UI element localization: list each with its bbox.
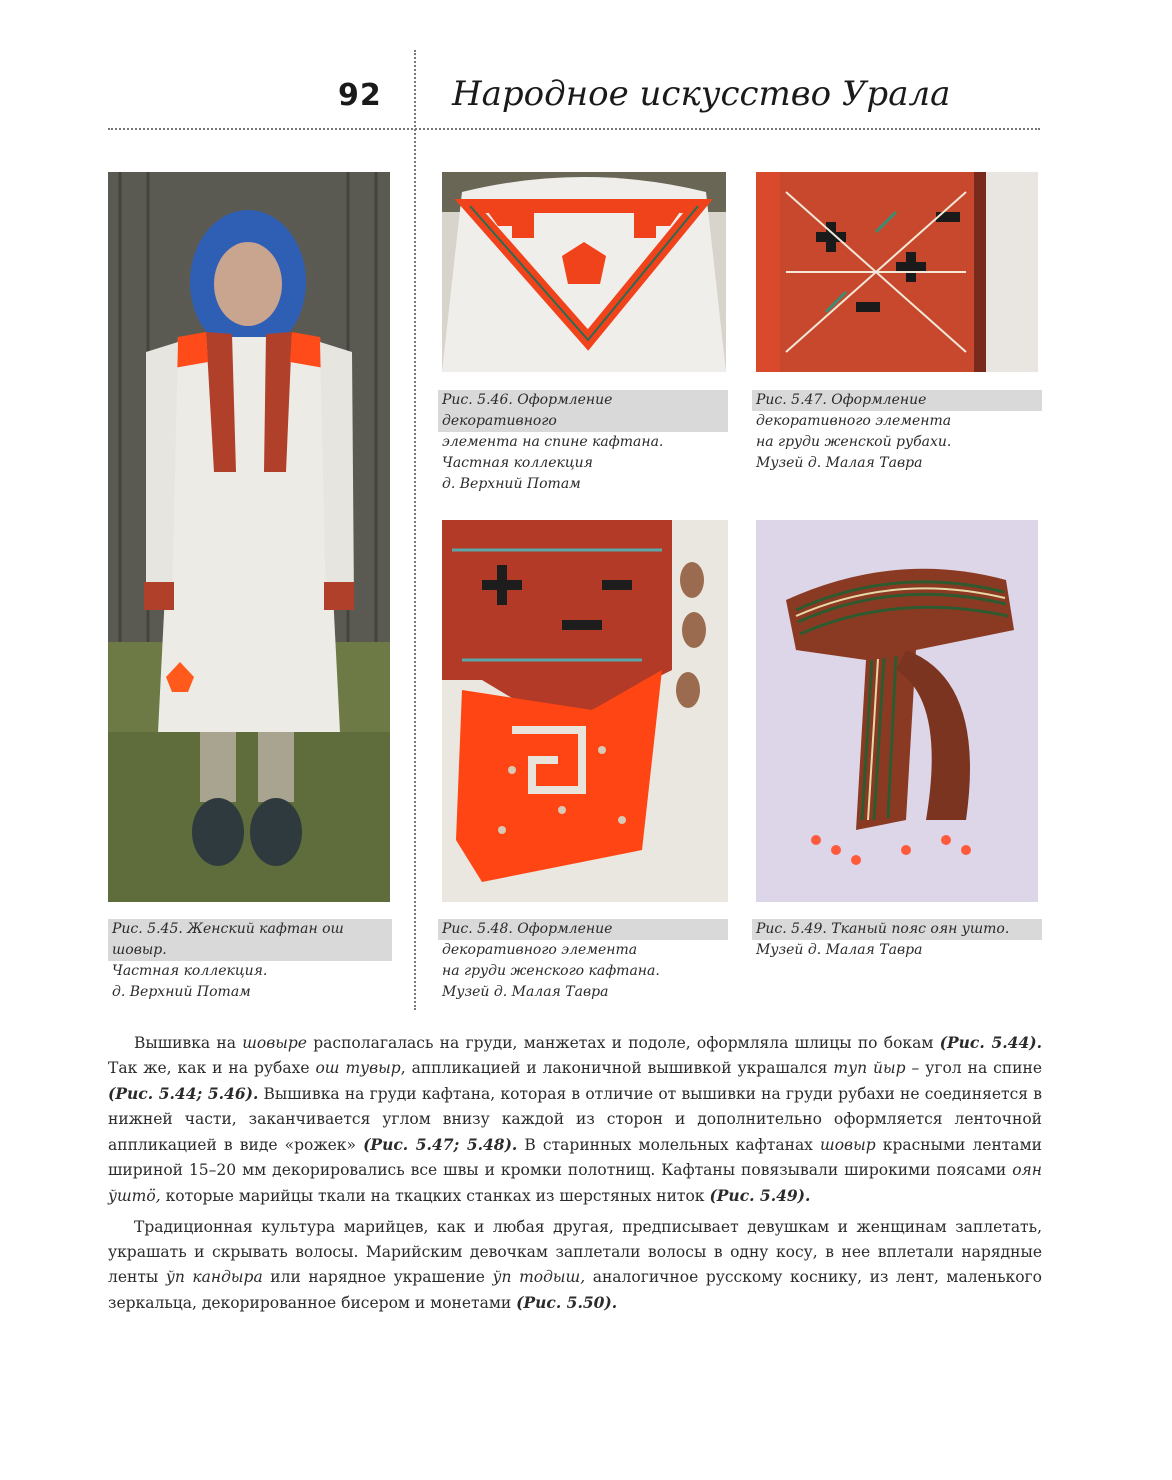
- text-run: – угол на спине: [905, 1059, 1043, 1077]
- caption-line: элемента на спине кафтана.: [442, 434, 664, 450]
- running-title: Народное искусство Урала: [452, 74, 951, 114]
- text-run: Вышивка на груди кафтана, которая в отличие от вышивки на груди рубахи не соединяется в нижней части, заканчивается углом внизу каждой из сторон и дополнительно оформляется ленточной аппликацией в виде «рожек»: [108, 1085, 1042, 1154]
- caption-line: на груди женской рубахи.: [756, 434, 952, 450]
- photo-kaftan-breast-embroidery: [442, 520, 728, 902]
- figure-reference: (Рис. 5.49).: [709, 1186, 811, 1205]
- photo-shirt-embroidery: [756, 172, 1038, 372]
- caption-fig-5-45: [108, 919, 392, 1003]
- text-run: которые марийцы ткали на ткацких станках из шерстяных ниток: [160, 1187, 710, 1205]
- photo-kaftan-back-ornament: [442, 172, 726, 372]
- caption-line: на груди женского кафтана.: [442, 963, 660, 979]
- caption-line: Музей д. Малая Тавра: [756, 455, 923, 471]
- text-run: Так же, как и на рубахе: [108, 1059, 316, 1077]
- caption-fig-5-47: [752, 390, 1042, 474]
- term: ўп кандыра: [165, 1268, 263, 1286]
- body-text: [108, 1030, 1042, 1316]
- text-run: Традиционная культура марийцев, как и любая другая, предписывает девушкам и женщинам заплетать, украшать и скрывать волосы. Марийским девочкам заплетали волосы в одну косу, в нее вплетали нарядные ленты: [108, 1218, 1042, 1286]
- term: ош тувыр: [315, 1059, 401, 1077]
- figure-reference: (Рис. 5.44; 5.46).: [108, 1084, 259, 1103]
- term: ўп тодыш,: [492, 1268, 586, 1286]
- page-number: 92: [338, 78, 382, 113]
- text-run: В старинных молельных кафтанах: [517, 1136, 821, 1154]
- column-divider: [414, 50, 416, 1010]
- caption-line: Музей д. Малая Тавра: [756, 942, 923, 958]
- photo-woven-belt: [756, 520, 1038, 902]
- caption-fig-5-49: [752, 919, 1042, 961]
- paragraph-2: [108, 1215, 1042, 1316]
- figure-reference: (Рис. 5.50).: [516, 1293, 618, 1312]
- figure-reference: (Рис. 5.44).: [939, 1033, 1042, 1052]
- text-run: располагалась на груди, манжетах и подоле, оформляла шлицы по бокам: [306, 1034, 940, 1052]
- term: шовыр: [820, 1136, 876, 1154]
- caption-line: декоративного элемента: [756, 413, 952, 429]
- caption-line: Рис. 5.45. Женский кафтан ош шовыр.: [108, 919, 392, 961]
- caption-line: Рис. 5.46. Оформление декоративного: [438, 390, 728, 432]
- paragraph-1: [108, 1030, 1042, 1209]
- text-run: аналогичное русскому коснику, из лент, маленького зеркальца, декорированное бисером и монетами: [108, 1268, 1042, 1312]
- caption-line: д. Верхний Потам: [442, 476, 581, 492]
- text-run: Вышивка на: [134, 1034, 243, 1052]
- text-run: красными лентами шириной 15–20 мм декорировались все швы и кромки полотнищ. Кафтаны повязывали широкими поясами: [108, 1136, 1043, 1179]
- text-run: или нарядное украшение: [262, 1268, 493, 1286]
- caption-line: д. Верхний Потам: [112, 984, 251, 1000]
- photo-woman-in-kaftan: [108, 172, 390, 902]
- caption-fig-5-48: [438, 919, 728, 1003]
- caption-line: Музей д. Малая Тавра: [442, 984, 609, 1000]
- caption-line: Рис. 5.47. Оформление: [752, 390, 1042, 411]
- text-run: , аппликацией и лаконичной вышивкой украшался: [400, 1059, 834, 1077]
- header-rule: [108, 128, 1040, 130]
- term: туп йыр: [833, 1059, 906, 1077]
- caption-line: Рис. 5.48. Оформление: [438, 919, 728, 940]
- term: оян ўштö,: [108, 1161, 1042, 1205]
- caption-line: Рис. 5.49. Тканый пояс оян ушто.: [752, 919, 1042, 940]
- caption-line: декоративного элемента: [442, 942, 638, 958]
- term: шовыре: [242, 1034, 307, 1052]
- caption-line: Частная коллекция: [442, 455, 593, 471]
- caption-line: Частная коллекция.: [112, 963, 268, 979]
- caption-fig-5-46: [438, 390, 728, 495]
- figure-reference: (Рис. 5.47; 5.48).: [363, 1135, 518, 1154]
